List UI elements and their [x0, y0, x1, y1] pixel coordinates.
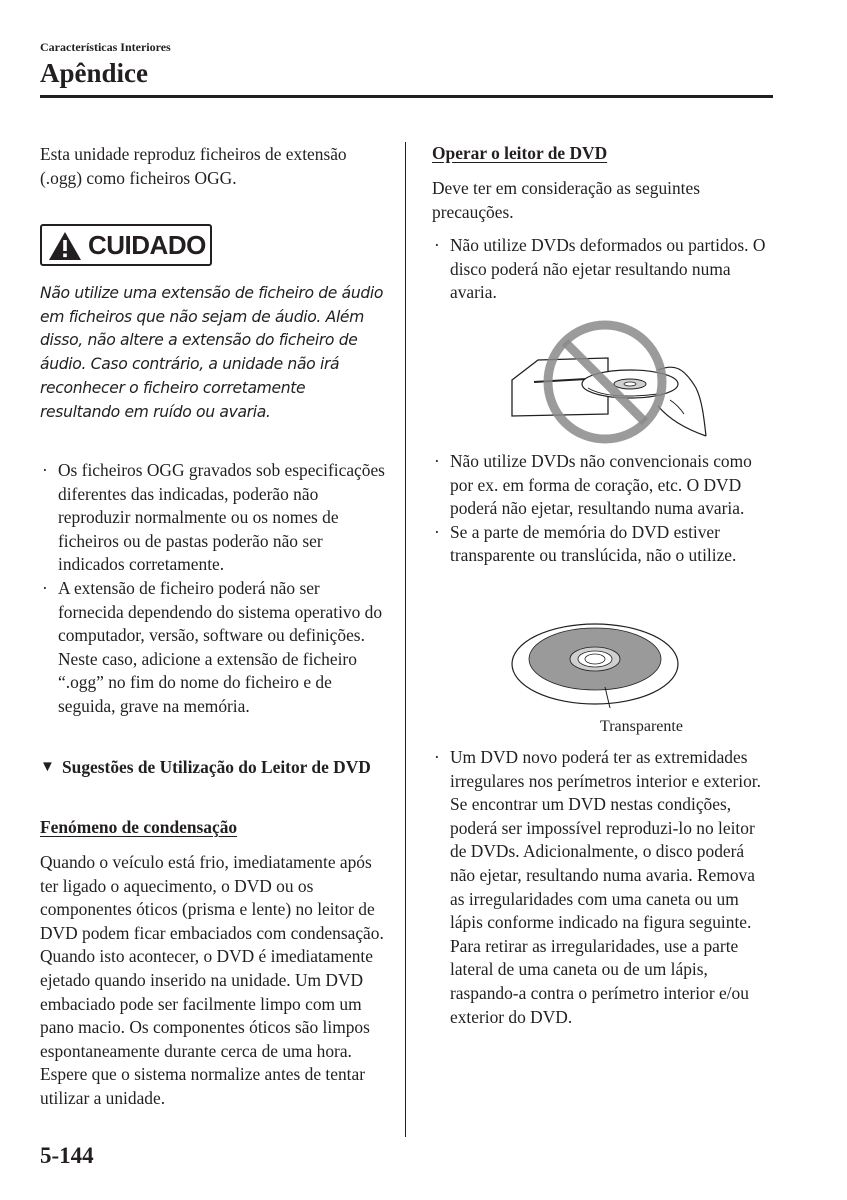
list-item-text: Um DVD novo poderá ter as extremidades irregulares nos perímetros interior e exterior. Se encontrar um DVD nestas condições, poderá ser impossível reproduzi-lo no leitor de DVDs. Adicionalmente, o disco poderá não ejetar, resultando numa avaria. Remova as irregularidades com uma caneta ou um lápis conforme indicado na figura seguinte. Para retirar as irregularidades, use a parte lateral de uma caneta ou de um lápis, raspando-a contra o perímetro interior e/ou exterior do DVD. — [450, 747, 761, 1027]
section-label: Características Interiores — [40, 40, 171, 54]
caution-box — [40, 224, 212, 266]
list-item-text: Os ficheiros OGG gravados sob especificações diferentes das indicadas, poderão não reproduzir normalmente ou os nomes de ficheiros ou de pastas poderão não ser indicados corretamente. — [58, 460, 385, 575]
condensation-text: Quando o veículo está frio, imediatamente após ter ligado o aquecimento, o DVD ou os componentes óticos (prisma e lente) no leitor de DVD podem ficar embaciados com condensação. Quando isto acontecer, o DVD é imediatamente ejetado quando inserido na unidade. Um DVD embaciado pode ser facilmente limpo com um pano macio. Os componentes óticos são limpos espontaneamente durante cerca de uma hora. Espere que o sistema normalize antes de tentar utilizar a unidade. — [40, 852, 384, 1108]
list-item — [432, 746, 772, 1029]
page-number: 5-144 — [40, 1143, 94, 1168]
subsection-title: Sugestões de Utilização do Leitor de DVD — [62, 757, 371, 777]
list-item-text: A extensão de ficheiro poderá não ser fornecida dependendo do sistema operativo do computador, versão, software ou definições. Neste caso, adicione a extensão de ficheiro “.ogg” no fim do nome do ficheiro e de seguida, grave na memória. — [58, 577, 383, 716]
bullet-dot: · — [434, 451, 440, 471]
list-item-text: Não utilize DVDs deformados ou partidos. O disco poderá não ejetar resultando numa avaria. — [450, 235, 766, 303]
bullet-dot: · — [434, 235, 440, 255]
caution-label: CUIDADO — [88, 230, 206, 260]
left-intro: Esta unidade reproduz ficheiros de extensão (.ogg) como ficheiros OGG. — [40, 144, 347, 188]
list-item — [432, 450, 772, 521]
triangle-down-icon: ▼ — [40, 759, 55, 775]
bullet-dot: · — [434, 521, 440, 542]
transparent-dvd-illustration — [510, 622, 680, 710]
list-item — [432, 234, 772, 305]
subsection-heading — [40, 756, 385, 780]
right-intro: Deve ter em consideração as seguintes precauções. — [432, 178, 700, 222]
condensation-heading: Fenómeno de condensação — [40, 817, 238, 837]
list-item-text: Não utilize DVDs não convencionais como por ex. em forma de coração, etc. O DVD poderá não ejetar, resultando numa avaria. — [450, 451, 752, 519]
column-divider — [405, 142, 406, 1137]
warning-triangle-icon — [48, 231, 82, 261]
list-item-text: Se a parte de memória do DVD estiver transparente ou translúcida, não o utilize. — [450, 521, 737, 566]
page-title: Apêndice — [40, 58, 148, 88]
list-item — [40, 459, 385, 577]
dvd-heading: Operar o leitor de DVD — [432, 143, 608, 163]
deformed-dvd-prohibited-illustration — [508, 318, 710, 446]
bullet-dot: · — [42, 460, 48, 480]
list-item — [40, 577, 385, 719]
list-item — [432, 521, 772, 568]
bullet-dot: · — [42, 577, 48, 598]
left-bullet-list — [40, 459, 385, 719]
bullet-dot: · — [434, 747, 440, 767]
title-rule — [40, 95, 773, 98]
figure-caption: Transparente — [600, 718, 683, 735]
caution-text: Não utilize uma extensão de ficheiro de áudio em ficheiros que não sejam de áudio. Além disso, não altere a extensão do ficheiro de áudio. Caso contrário, a unidade não irá reconhecer o ficheiro corretamente resultando em ruído ou avaria. — [40, 284, 384, 421]
right-bullet-list — [432, 450, 772, 568]
